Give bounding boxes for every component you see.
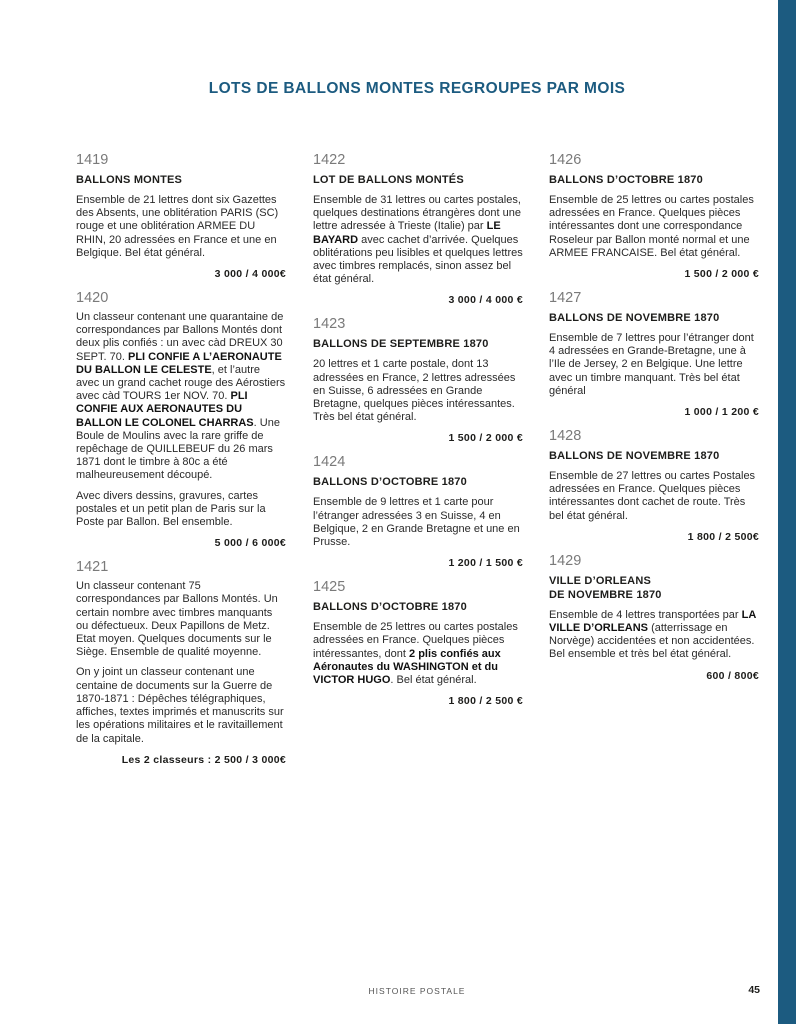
column-right (549, 152, 759, 692)
lot-description (313, 194, 523, 286)
body-text: Ensemble de 21 lettres dont six Gazettes des Absents, une oblitération PARIS (SC) rouge et une oblitération ARMEE DU RHIN, 20 adressées en France et une en Belgique. Bel état général. (76, 194, 279, 259)
lot-description (76, 194, 286, 260)
lot-title-line: DE NOVEMBRE 1870 (549, 588, 662, 601)
lot-title-line: BALLONS MONTES (76, 174, 183, 186)
lot-description (549, 609, 759, 662)
lot-paragraph (313, 358, 523, 424)
lot-estimate: 3 000 / 4 000 € (448, 294, 523, 307)
lot-number: 1426 (549, 152, 582, 168)
lot-estimate: 1 500 / 2 000 € (684, 268, 759, 281)
body-text: Un classeur contenant une quarantaine de correspondances par Ballons Montés dont deux plis confiés : un avec càd DREUX 30 SEPT. 70. (76, 311, 284, 363)
lot-estimate: 1 800 / 2 500€ (687, 530, 759, 543)
lot-number: 1428 (549, 428, 582, 445)
lot-title-line: BALLONS D’OCTOBRE 1870 (313, 601, 467, 614)
lot-number: 1420 (76, 290, 109, 307)
lot-paragraph (76, 580, 286, 659)
lot-title (549, 449, 759, 463)
body-text: Ensemble de 31 lettres ou cartes postales, quelques destinations étrangères dont une lettre adressée à Trieste (Italie) par (313, 194, 521, 233)
emphasis-text: 2 plis confiés aux Aéronautes du WASHINGTON et du VICTOR HUGO (313, 647, 501, 687)
lot-number: 1423 (313, 316, 346, 333)
body-text: Ensemble de 25 lettres ou cartes postales adressées en France. Quelques pièces intéressantes, dont (313, 621, 518, 660)
lot-1422 (313, 152, 523, 307)
page-number: 45 (748, 984, 760, 996)
emphasis-text: PLI CONFIE A L’AERONAUTE DU BALLON LE CELESTE (76, 350, 282, 376)
lot-number: 1421 (76, 559, 109, 576)
body-text: Avec divers dessins, gravures, cartes postales et un petit plan de Paris sur la Poste par Ballon. Bel ensemble. (76, 489, 266, 529)
lot-paragraph (549, 194, 759, 260)
lot-title (313, 600, 523, 614)
lot-paragraph (313, 496, 523, 549)
lot-1419 (76, 152, 286, 281)
lot-estimate: 600 / 800€ (706, 669, 759, 682)
page-heading: LOTS DE BALLONS MONTES REGROUPES PAR MOIS (208, 80, 626, 97)
lot-estimate: 1 200 / 1 500 € (448, 557, 523, 570)
lot-1424 (313, 454, 523, 570)
lot-title (76, 173, 286, 187)
lot-description (313, 358, 523, 424)
lot-1423 (313, 316, 523, 445)
lot-description (313, 621, 523, 687)
column-left (76, 152, 286, 776)
lot-title-line: BALLONS DE SEPTEMBRE 1870 (313, 338, 489, 351)
lot-description (549, 194, 759, 260)
lot-paragraph (76, 194, 286, 260)
lot-description (76, 580, 286, 745)
lot-paragraph (549, 470, 759, 523)
emphasis-text: PLI CONFIE AUX AERONAUTES DU BALLON LE COLONEL CHARRAS (76, 390, 254, 429)
lot-number: 1425 (313, 579, 346, 596)
body-text: Un classeur contenant 75 correspondances par Ballons Montés. Un certain nombre avec timbres manquants ou défectueux. Deux Papillons de Metz. Etat moyen. Quelques documents sur le Siège. Ensemble de qualité moyenne. (76, 580, 278, 659)
body-text: . Une Boule de Moulins avec la rare griffe de repêchage de QUILLEBEUF du 26 mars 1871 dont le timbre à 80c a été malheureusement découpé. (76, 416, 280, 482)
lot-number: 1424 (313, 454, 346, 471)
body-text: On y joint un classeur contenant une centaine de documents sur la Guerre de 1870-1871 : Dépêches télégraphiques, affiches, textes imprimés et manuscrits sur les opérations militaires et le ravitaillement de la capitale. (76, 666, 284, 745)
body-text: Ensemble de 27 lettres ou cartes Postales adressées en France. Quelques pièces intéressantes dont cachet de route. Très bel état général. (549, 470, 756, 522)
body-text: , et l’autre avec un grand cachet rouge des Aérostiers avec càd TOURS 1er NOV. 70. (76, 363, 286, 403)
lot-paragraph (313, 621, 523, 687)
lot-description (76, 311, 286, 529)
lot-number: 1422 (313, 152, 346, 168)
footer-section-label: HISTOIRE POSTALE (368, 986, 466, 996)
lot-estimate: 3 000 / 4 000€ (214, 268, 286, 281)
body-text: Ensemble de 7 lettres pour l’étranger dont 4 adressées en Grande-Bretagne, une à l’Ile de Jersey, 2 en Belgique. Une lettre avec un timbre manquant. Très bel état général (549, 332, 754, 397)
lot-number: 1427 (549, 290, 582, 307)
lot-title-line: LOT DE BALLONS MONTÉS (313, 174, 464, 186)
body-text: Ensemble de 9 lettres et 1 carte pour l’étranger adressées 3 en Suisse, 4 en Belgique, 2 en Grande Bretagne et une en Prusse. (313, 496, 520, 549)
lot-title (549, 311, 759, 325)
lot-title (549, 173, 759, 187)
lot-title (313, 173, 523, 187)
column-middle (313, 152, 523, 717)
side-color-bar (778, 0, 796, 1024)
lot-1426 (549, 152, 759, 281)
lot-paragraph (549, 609, 759, 662)
lot-description (549, 332, 759, 398)
lot-paragraph (76, 311, 286, 483)
body-text: avec cachet d’arrivée. Quelques oblitérations peu lisibles et quelques lettres avec timbres remplacés, sinon assez bel état général. (313, 233, 523, 286)
body-text: Ensemble de 25 lettres ou cartes postales adressées en France. Quelques pièces intéressantes dont une correspondance Roseleur par Ballon monté normal et une ARMEE FRANCAISE. Bel état général. (549, 194, 754, 259)
body-text: (atterrissage en Norvège) accidentées et non accidentées. Bel ensemble et très bel état général. (549, 622, 755, 661)
lot-1420 (76, 290, 286, 550)
lot-estimate: 1 000 / 1 200 € (684, 406, 759, 419)
body-text: . Bel état général. (390, 674, 477, 687)
lot-title (313, 337, 523, 351)
body-text: 20 lettres et 1 carte postale, dont 13 adressées en France, 2 lettres adressées en Suisse, 6 adressées en Grande Bretagne, quelques pièces intéressantes. Très bel état général. (313, 358, 516, 424)
lot-1428 (549, 428, 759, 544)
lot-number: 1429 (549, 552, 582, 569)
lot-number: 1419 (76, 152, 109, 168)
lot-estimate: 5 000 / 6 000€ (214, 537, 286, 550)
lot-paragraph (549, 332, 759, 398)
lot-title-line: VILLE D’ORLEANS (549, 574, 652, 587)
body-text: Ensemble de 4 lettres transportées par (549, 608, 742, 621)
lot-title-line: BALLONS DE NOVEMBRE 1870 (549, 312, 720, 325)
lot-title-line: BALLONS DE NOVEMBRE 1870 (549, 450, 720, 463)
lot-title-line: BALLONS D’OCTOBRE 1870 (313, 476, 467, 489)
lot-1427 (549, 290, 759, 419)
lot-1429 (549, 553, 759, 683)
lot-1425 (313, 579, 523, 708)
lot-estimate: 1 500 / 2 000 € (448, 432, 523, 445)
lot-1421 (76, 559, 286, 766)
lot-estimate: 1 800 / 2 500 € (448, 695, 523, 708)
emphasis-text: LE BAYARD (313, 220, 501, 246)
lot-estimate: Les 2 classeurs : 2 500 / 3 000€ (121, 753, 286, 766)
lot-title (313, 475, 523, 489)
lot-paragraph (76, 666, 286, 745)
lot-title-line: BALLONS D’OCTOBRE 1870 (549, 174, 703, 186)
lot-description (313, 496, 523, 549)
lot-title (549, 574, 759, 602)
emphasis-text: LA VILLE D’ORLEANS (549, 608, 756, 635)
lot-paragraph (76, 490, 286, 530)
lot-description (549, 470, 759, 523)
lot-paragraph (313, 194, 523, 286)
